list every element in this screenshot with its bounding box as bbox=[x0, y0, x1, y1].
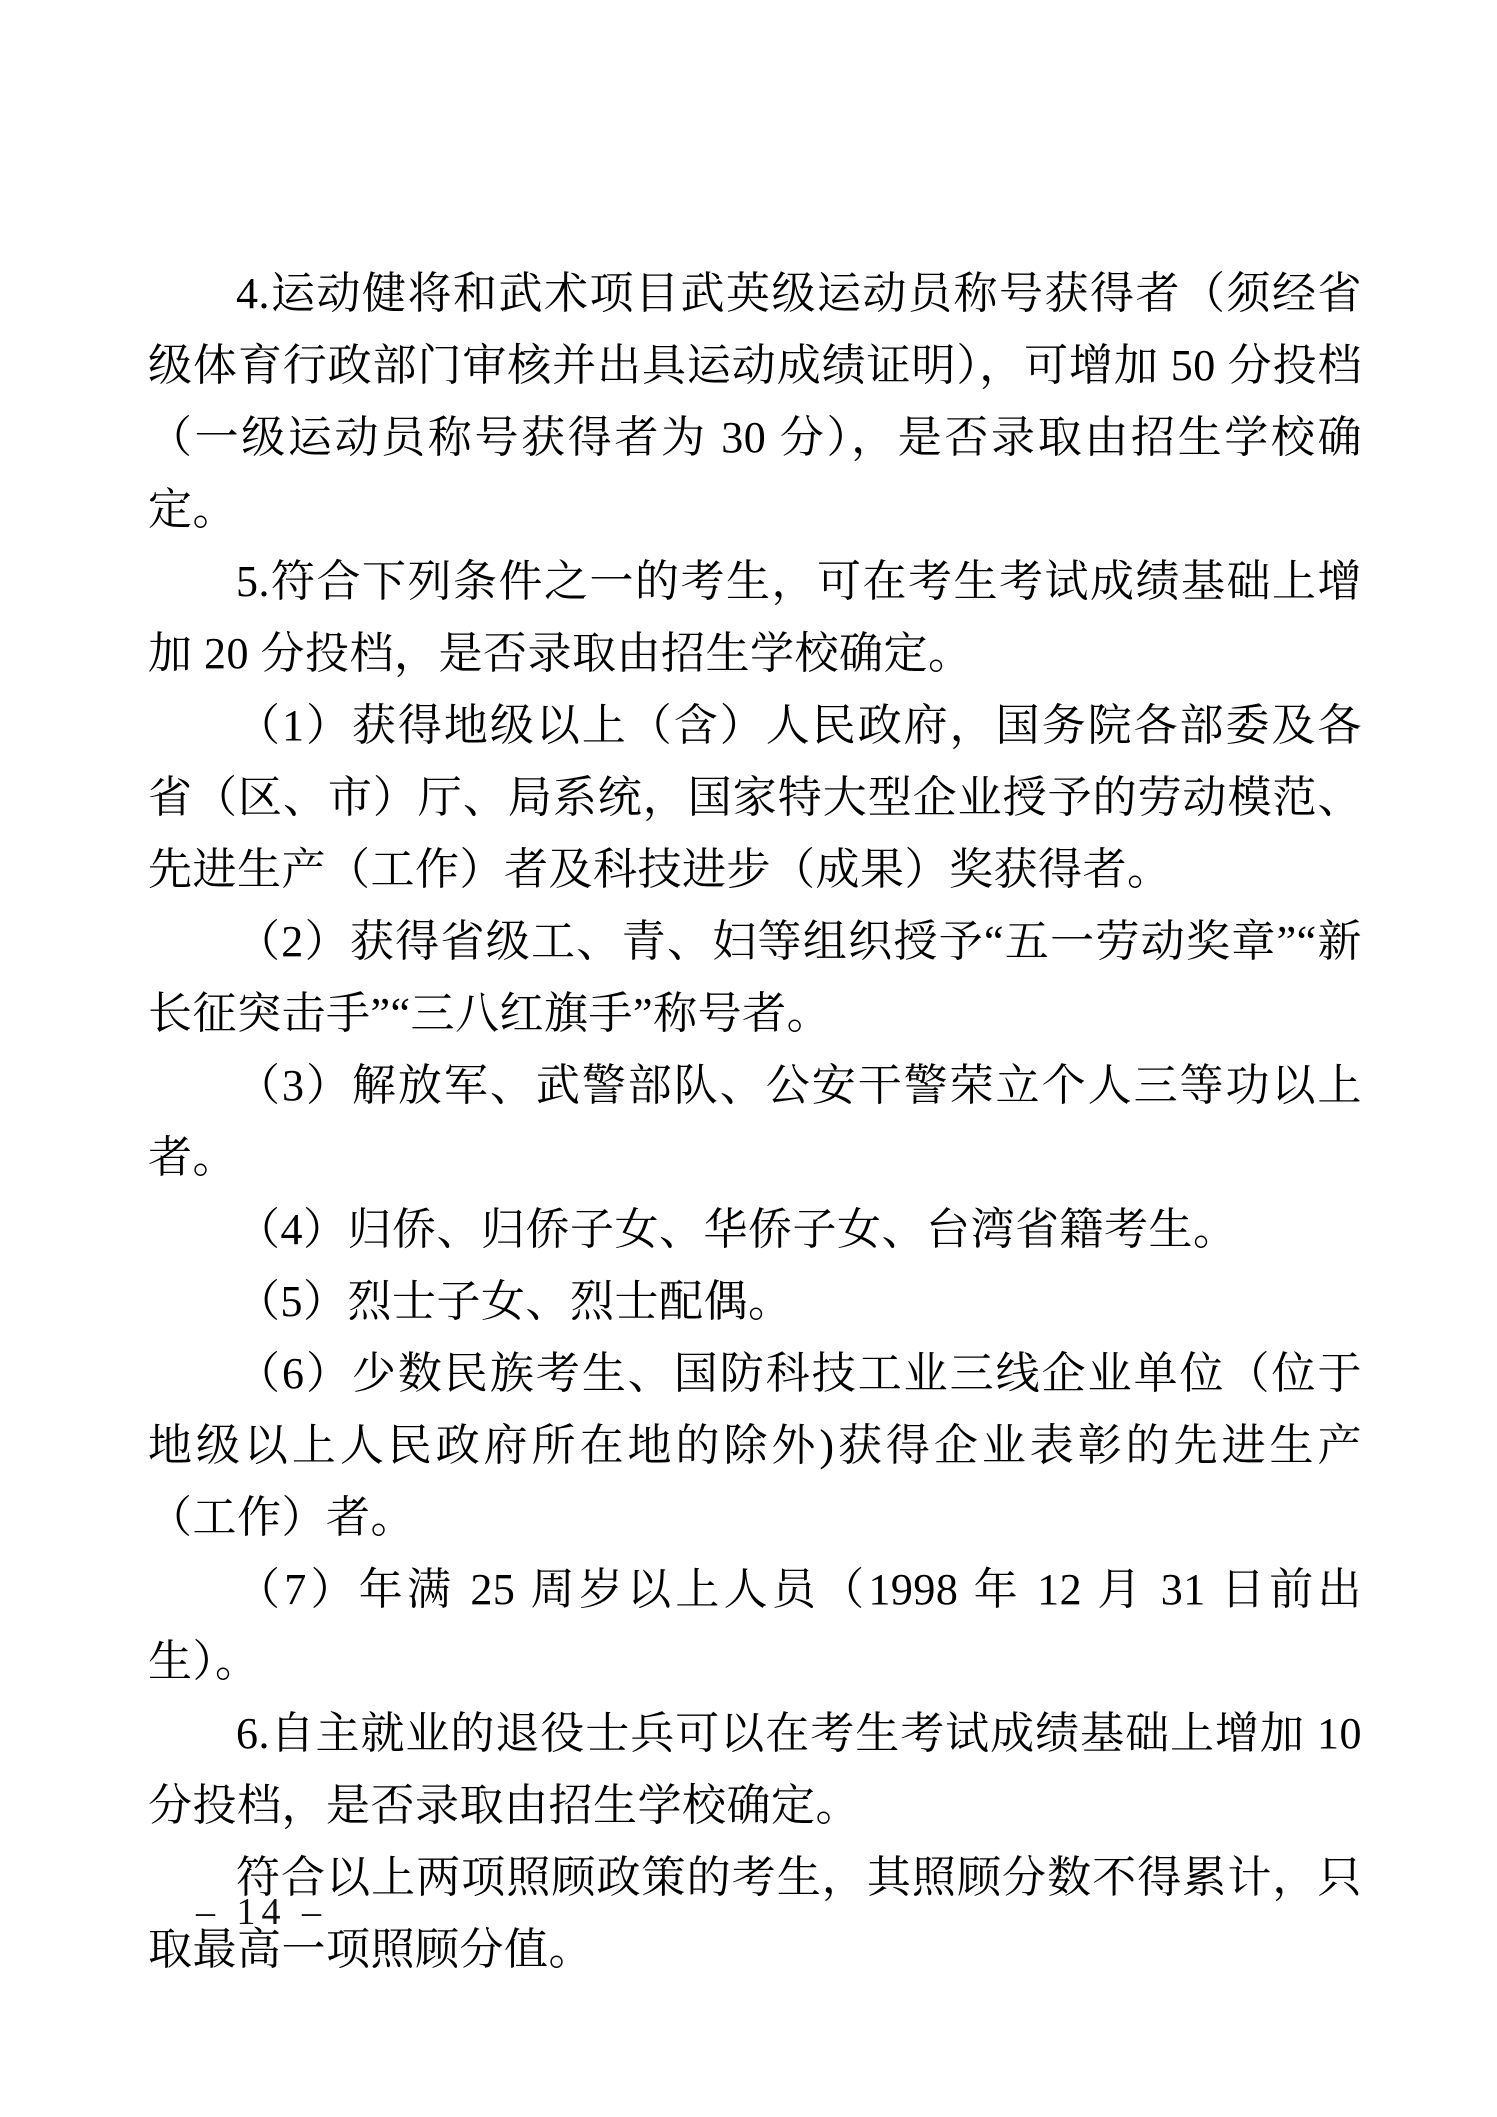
paragraph-closing-note: 符合以上两项照顾政策的考生，其照顾分数不得累计，只取最高一项照顾分值。 bbox=[148, 1853, 1362, 1974]
paragraph-item-5-sub-5: （5）烈士子女、烈士配偶。 bbox=[236, 1277, 793, 1326]
paragraph-item-5-sub-4: （4）归侨、归侨子女、华侨子女、台湾省籍考生。 bbox=[236, 1205, 1238, 1254]
paragraph-item-5-sub-3: （3）解放军、武警部队、公安干警荣立个人三等功以上者。 bbox=[148, 1061, 1362, 1182]
paragraph-item-5-sub-2: （2）获得省级工、青、妇等组织授予“五一劳动奖章”“新长征突击手”“三八红旗手”称号者。 bbox=[148, 917, 1362, 1038]
page-number: – 14 – bbox=[196, 1891, 327, 1933]
paragraph-item-5-sub-7: （7）年满 25 周岁以上人员（1998 年 12 月 31 日前出生）。 bbox=[148, 1565, 1362, 1686]
paragraph-item-4: 4.运动健将和武术项目武英级运动员称号获得者（须经省级体育行政部门审核并出具运动成绩证明），可增加 50 分投档（一级运动员称号获得者为 30 分），是否录取由招生学校确定。 bbox=[148, 269, 1362, 534]
paragraph-item-5-sub-1: （1）获得地级以上（含）人民政府，国务院各部委及各省（区、市）厅、局系统，国家特大型企业授予的劳动模范、先进生产（工作）者及科技进步（成果）奖获得者。 bbox=[148, 701, 1362, 894]
document-body bbox=[148, 258, 1362, 1986]
paragraph-item-5: 5.符合下列条件之一的考生，可在考生考试成绩基础上增加 20 分投档，是否录取由招生学校确定。 bbox=[148, 557, 1362, 678]
page-footer bbox=[196, 1888, 327, 1936]
paragraph-item-5-sub-6: （6）少数民族考生、国防科技工业三线企业单位（位于地级以上人民政府所在地的除外)获得企业表彰的先进生产（工作）者。 bbox=[148, 1349, 1362, 1542]
paragraph-item-6: 6.自主就业的退役士兵可以在考生考试成绩基础上增加 10 分投档，是否录取由招生学校确定。 bbox=[148, 1709, 1362, 1830]
